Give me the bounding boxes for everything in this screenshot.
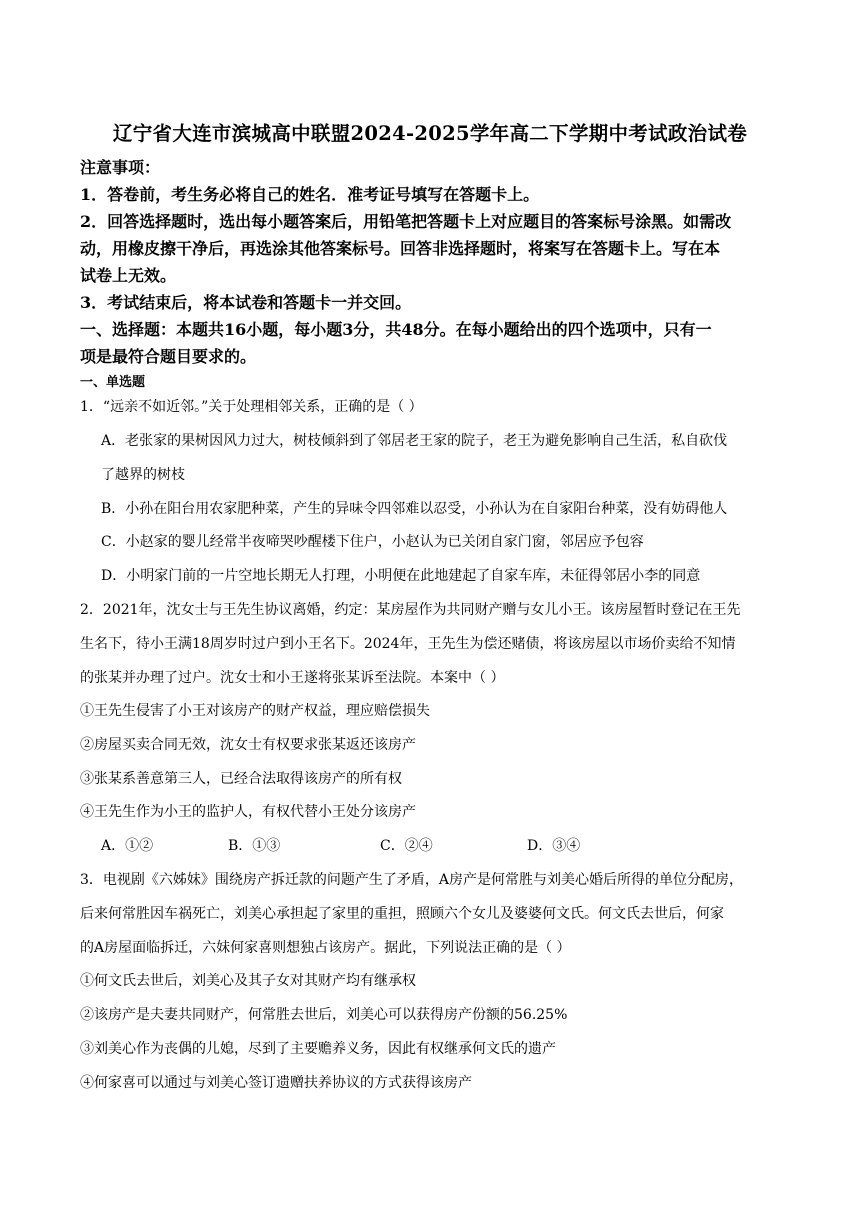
notice-heading: 注意事项： — [80, 158, 161, 177]
notice-item-2-end: 试卷上无效。 — [80, 266, 177, 285]
q1-option-a: A．老张家的果树因风力过大，树枝倾斜到了邻居老王家的院子，老王为避免影响自己生活，私自砍伐 — [101, 433, 728, 449]
q2-option-c: C．②④ — [380, 838, 433, 854]
q1-stem: 1．“远亲不如近邻。”关于处理相邻关系，正确的是（ ） — [80, 399, 423, 415]
q2-stem-2: 生名下，待小王满18周岁时过户到小王名下。2024年，王先生为偿还赌债，将该房屋以市场价卖给不知情 — [80, 636, 736, 652]
q2-statement-2: ②房屋买卖合同无效，沈女士有权要求张某返还该房产 — [80, 737, 416, 753]
q3-statement-1: ①何文氏去世后，刘美心及其子女对其财产均有继承权 — [80, 973, 416, 989]
q3-stem-1: 3．电视剧《六姊妹》围绕房产拆迁款的问题产生了矛盾，A房产是何常胜与刘美心婚后所得的单位分配房， — [80, 872, 744, 888]
notice-item-3: 3．考试结束后，将本试卷和答题卡一并交回。 — [80, 293, 412, 312]
q3-statement-3: ③刘美心作为丧偶的儿媳，尽到了主要赡养义务，因此有权继承何文氏的遗产 — [80, 1041, 556, 1057]
q2-stem-3: 的张某并办理了过户。沈女士和小王遂将张某诉至法院。本案中（ ） — [80, 670, 505, 686]
notice-item-1: 1．答卷前，考生务必将自己的姓名．准考证号填写在答题卡上。 — [80, 185, 540, 204]
q3-statement-4: ④何家喜可以通过与刘美心签订遗赠扶养协议的方式获得该房产 — [80, 1075, 472, 1091]
q2-statement-4: ④王先生作为小王的监护人，有权代替小王处分该房产 — [80, 804, 416, 820]
q1-option-b: B．小孙在阳台用农家肥种菜，产生的异味令四邻难以忍受，小孙认为在自家阳台种菜，没有妨碍他人 — [101, 501, 728, 517]
q2-option-d: D．③④ — [527, 838, 581, 854]
q1-option-a-cont: 了越界的树枝 — [101, 467, 185, 483]
notice-item-2: 2．回答选择题时，选出每小题答案后，用铅笔把答题卡上对应题目的答案标号涂黑。如需改 — [80, 212, 732, 231]
q3-stem-3: 的A房屋面临拆迁，六妹何家喜则想独占该房产。据此，下列说法正确的是（ ） — [80, 940, 571, 956]
subsection-heading: 一、单选题 — [80, 375, 146, 390]
q3-stem-2: 后来何常胜因车祸死亡，刘美心承担起了家里的重担，照顾六个女儿及婆婆何文氏。何文氏去世后，何家 — [80, 906, 724, 922]
page-title: 辽宁省大连市滨城高中联盟2024-2025学年高二下学期中考试政治试卷 — [112, 122, 748, 145]
q2-stem-1: 2．2021年，沈女士与王先生协议离婚，约定：某房屋作为共同财产赠与女儿小王。该房屋暂时登记在王先 — [80, 602, 741, 618]
notice-item-2-cont: 动，用橡皮擦干净后，再选涂其他答案标号。回答非选择题时，将案写在答题卡上。写在本 — [80, 239, 721, 258]
q1-option-d: D．小明家门前的一片空地长期无人打理，小明便在此地建起了自家车库，未征得邻居小李的同意 — [101, 568, 701, 584]
q1-option-c: C．小赵家的婴儿经常半夜啼哭吵醒楼下住户，小赵认为已关闭自家门窗，邻居应予包容 — [101, 534, 644, 550]
q2-option-b: B．①③ — [228, 838, 281, 854]
section-heading-cont: 项是最符合题目要求的。 — [80, 347, 257, 366]
q2-statement-3: ③张某系善意第三人，已经合法取得该房产的所有权 — [80, 771, 402, 787]
q3-statement-2: ②该房产是夫妻共同财产，何常胜去世后，刘美心可以获得房产份额的56.25% — [80, 1007, 568, 1023]
section-heading: 一、选择题：本题共16小题，每小题3分，共48分。在每小题给出的四个选项中，只有一 — [80, 320, 712, 339]
q2-statement-1: ①王先生侵害了小王对该房产的财产权益，理应赔偿损失 — [80, 703, 430, 719]
q2-option-a: A．①② — [101, 838, 154, 854]
